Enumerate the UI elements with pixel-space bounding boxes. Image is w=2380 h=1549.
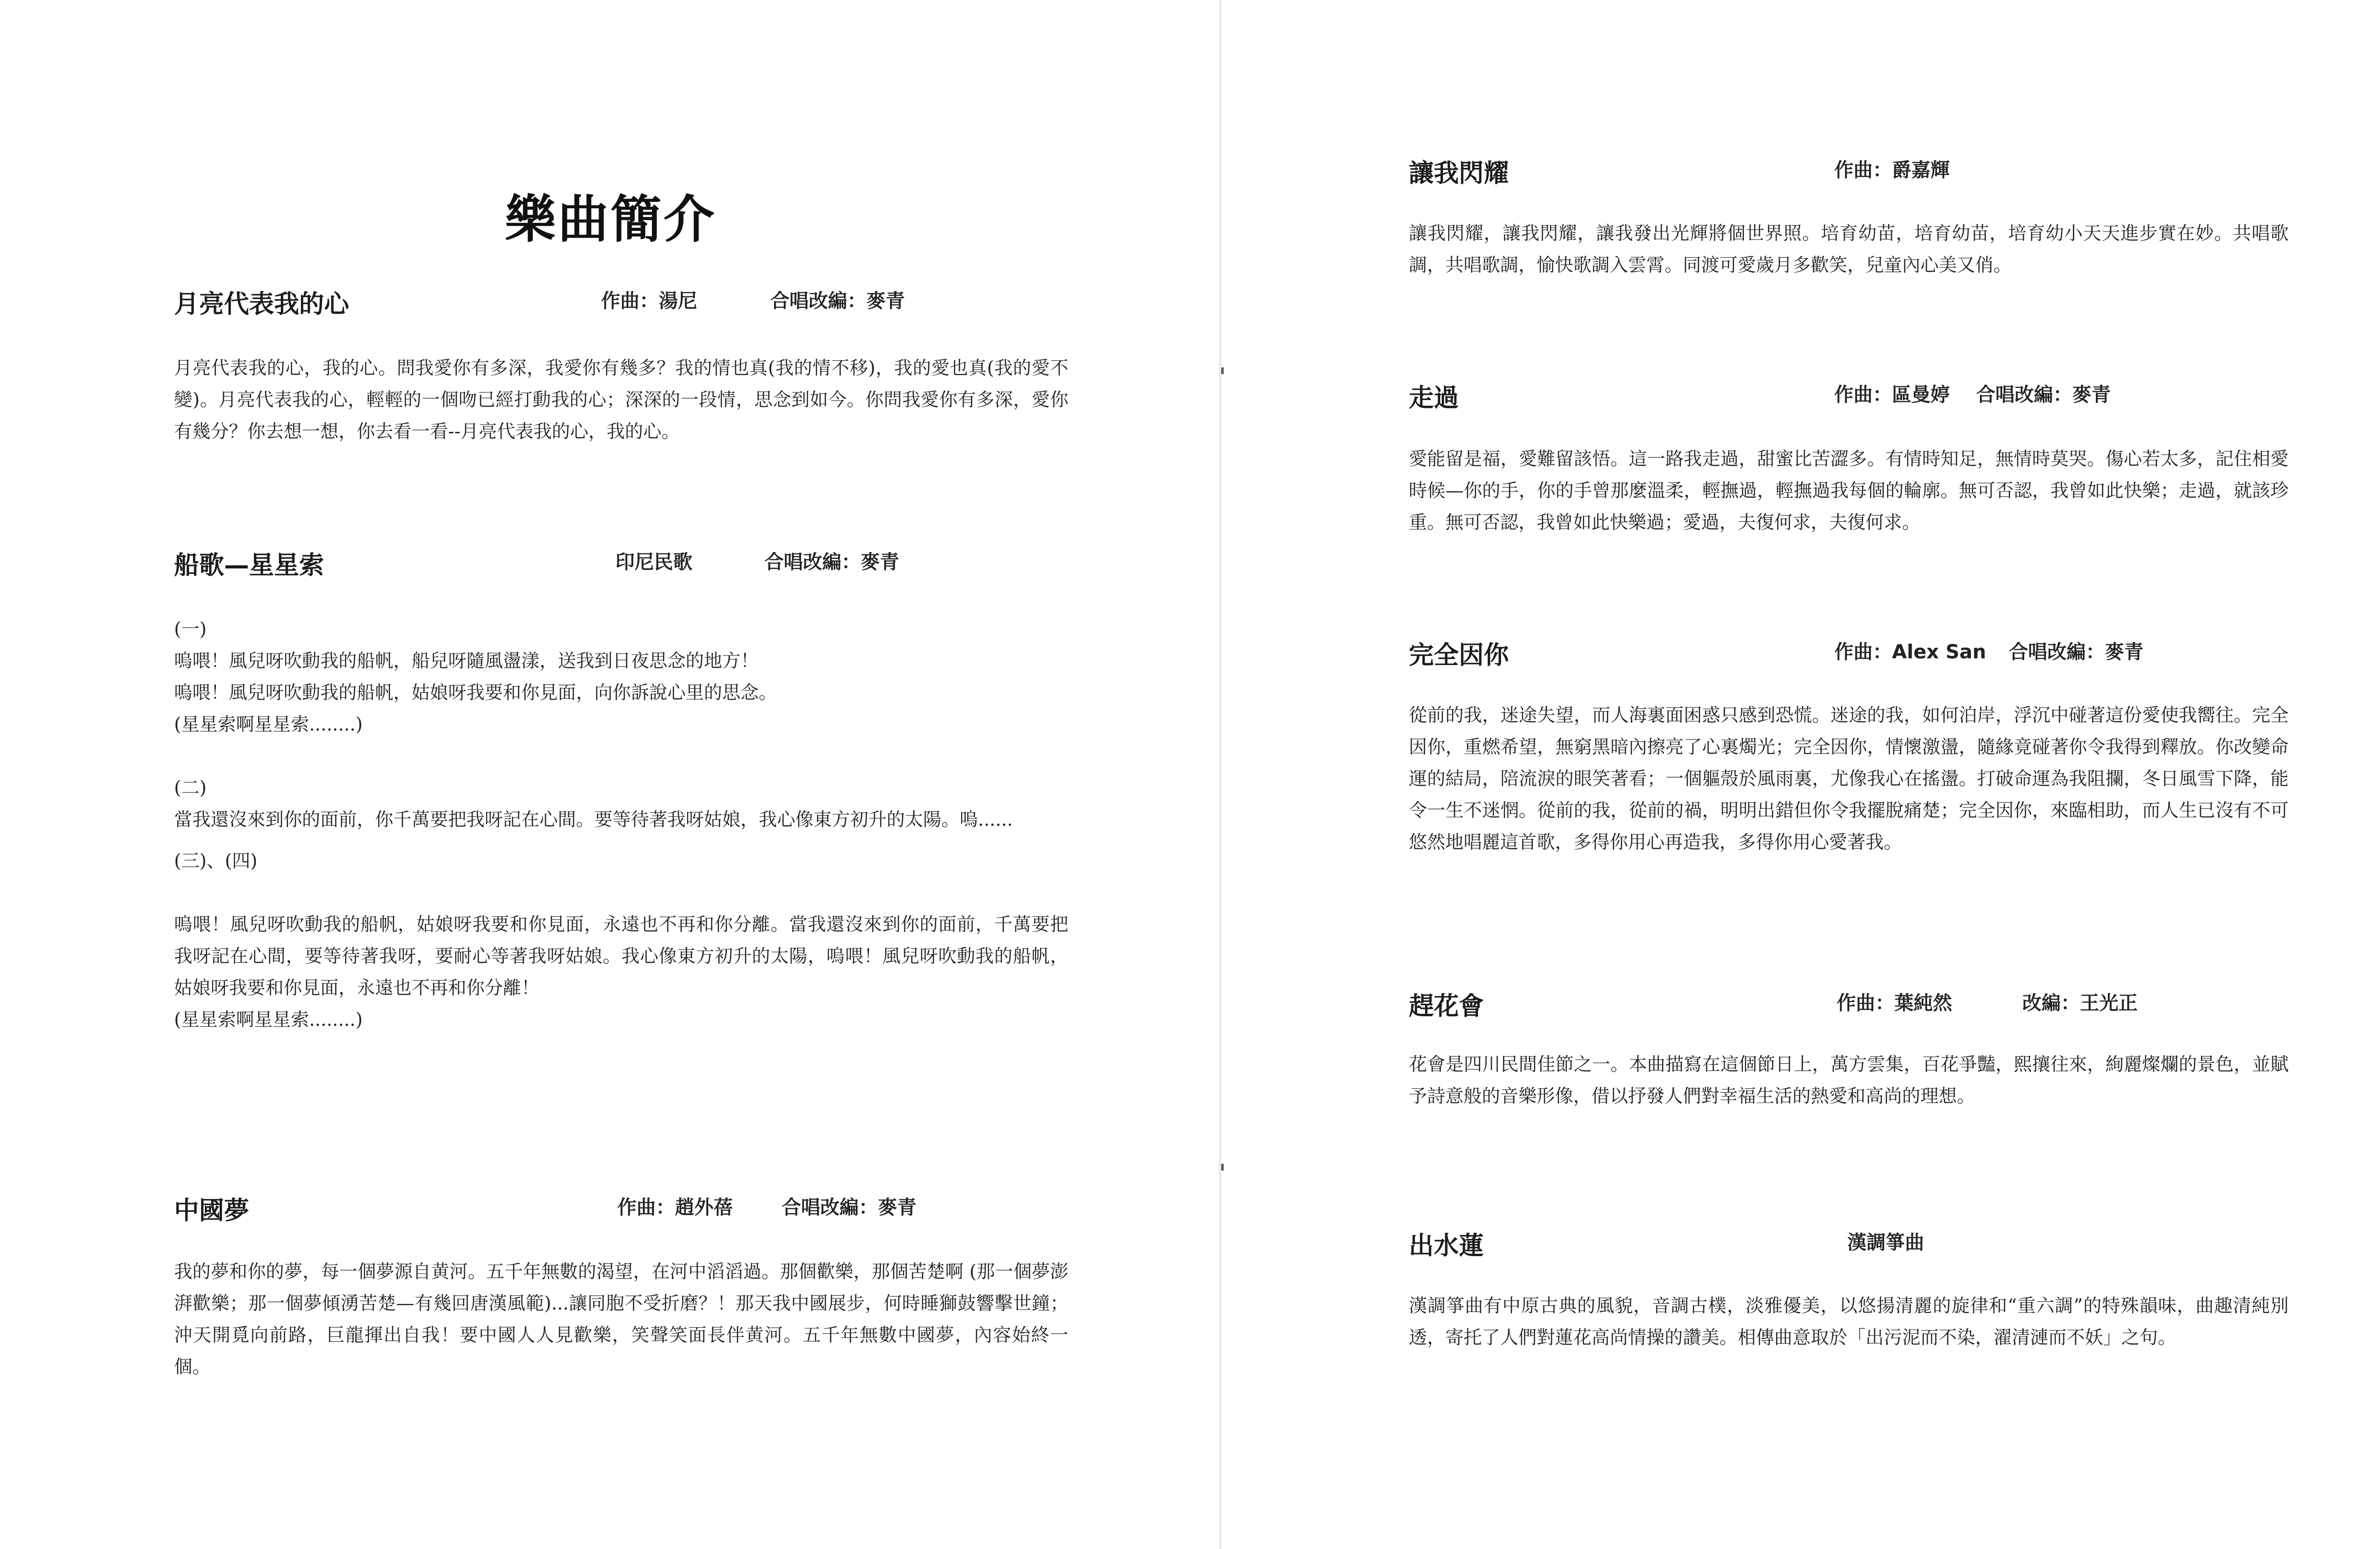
piece-description: 月亮代表我的心，我的心。問我愛你有多深，我愛你有幾多？我的情也真(我的情不移)，我的愛也真(我的愛不變)。月亮代表我的心，輕輕的一個吻已經打動我的心；深深的一段情，思念到如今。你問我愛你有多深，愛你有幾分？你去想一想，你去看一看--月亮代表我的心，我的心。 xyxy=(174,357,1068,442)
piece-header xyxy=(1409,1225,2289,1264)
piece-moon xyxy=(174,284,1068,447)
arranger-credit: 改編：王光正 xyxy=(2022,992,2138,1014)
arranger-credit: 合唱改編：麥青 xyxy=(770,290,905,312)
origin-credit: 印尼民歌 xyxy=(615,551,692,573)
verse-label: (一) xyxy=(174,618,207,640)
piece-header xyxy=(1409,378,2289,416)
piece-walked-through xyxy=(1409,378,2289,538)
piece-boat-song xyxy=(174,545,1068,1035)
composer-credit: 作曲：趙外蓓 xyxy=(617,1196,733,1219)
right-page xyxy=(1221,0,2380,1549)
piece-let-me-shine xyxy=(1409,153,2289,281)
piece-title: 出水蓮 xyxy=(1409,1232,1484,1260)
composer-credit: 作曲：葉純然 xyxy=(1837,992,1952,1014)
page-title: 樂曲簡介 xyxy=(505,190,716,249)
piece-header xyxy=(1409,153,2289,191)
piece-title: 中國夢 xyxy=(174,1196,250,1225)
lyric-paragraph: 嗚喂！風兒呀吹動我的船帆，姑娘呀我要和你見面，永遠也不再和你分離。當我還沒來到你的面前，千萬要把我呀記在心間，要等待著我呀，要耐心等著我呀姑娘。我心像東方初升的太陽，嗚喂！風兒呀吹動我的船帆，姑娘呀我要和你見面，永遠也不再和你分離！ xyxy=(174,914,1068,998)
piece-title: 趕花會 xyxy=(1409,992,1484,1021)
arranger-credit: 合唱改編：麥青 xyxy=(1976,384,2111,406)
lyric-line: 嗚喂！風兒呀吹動我的船帆，船兒呀隨風盪漾，送我到日夜思念的地方！ xyxy=(174,650,759,671)
piece-description: 漢調箏曲有中原古典的風貌，音調古樸，淡雅優美，以悠揚清麗的旋律和“重六調”的特殊韻味，曲趣清純別透，寄托了人們對蓮花高尚情操的讚美。相傳曲意取於「出污泥而不染，濯清漣而不妖」之句。 xyxy=(1409,1295,2289,1348)
piece-flower-fair xyxy=(1409,986,2289,1112)
piece-title: 走過 xyxy=(1409,384,1459,413)
arranger-credit: 合唱改編：麥青 xyxy=(2009,641,2143,663)
verse-label: (三)、(四) xyxy=(174,850,258,871)
lyric-line: 嗚喂！風兒呀吹動我的船帆，姑娘呀我要和你見面，向你訴說心里的思念。 xyxy=(174,682,777,703)
piece-description: 我的夢和你的夢，每一個夢源自黄河。五千年無數的渴望，在河中滔滔過。那個歡樂，那個苦楚啊 (那一個夢澎湃歡樂；那一個夢傾湧苦楚—有幾回唐漢風範)...讓同胞不受折磨？！那天我中國展步，何時睡獅鼓響擊世鐘；沖天開覓向前路，巨龍揮出自我！要中國人人見歡樂，笑聲笑面長伴黄河。五千年無數中國夢，內容始終一個。 xyxy=(174,1261,1068,1377)
piece-description: 花會是四川民間佳節之一。本曲描寫在這個節日上，萬方雲集，百花爭豔，熙攘往來，絢麗燦爛的景色，並賦予詩意般的音樂形像，借以抒發人們對幸福生活的熱愛和高尚的理想。 xyxy=(1409,1054,2289,1107)
piece-title: 完全因你 xyxy=(1409,641,1509,670)
piece-title: 船歌—星星索 xyxy=(174,551,325,580)
piece-title: 讓我閃耀 xyxy=(1409,159,1509,188)
piece-description: 從前的我，迷途失望，而人海裏面困惑只感到恐慌。迷途的我，如何泊岸，浮沉中碰著這份愛使我嚮往。完全因你，重燃希望，無窮黑暗內擦亮了心裏燭光；完全因你，情懷激盪，隨緣竟碰著你令我得到釋放。你改變命運的結局，陪流淚的眼笑著看；一個軀殼於風雨裏，尤像我心在搖盪。打破命運為我阻攔，冬日風雪下降，能令一生不迷惘。從前的我，從前的禍，明明出錯但你令我擺脫痛楚；完全因你，來臨相助，而人生已沒有不可悠然地唱麗這首歌，多得你用心再造我，多得你用心愛著我。 xyxy=(1409,705,2289,853)
lyric-paragraph: 當我還沒來到你的面前，你千萬要把我呀記在心間。要等待著我呀姑娘，我心像東方初升的太陽。嗚...... xyxy=(174,809,1013,830)
piece-lotus xyxy=(1409,1225,2289,1353)
composer-credit: 作曲：Alex San xyxy=(1834,641,1986,663)
composer-credit: 作曲：湯尼 xyxy=(601,290,697,312)
piece-description: 愛能留是福，愛難留該悟。這一路我走過，甜蜜比苦澀多。有情時知足，無情時莫哭。傷心若太多，記住相愛時候—你的手，你的手曾那麼溫柔，輕撫過，輕撫過我每個的輪廓。無可否認，我曾如此快樂；走過，就該珍重。無可否認，我曾如此快樂過；愛過，夫復何求，夫復何求。 xyxy=(1409,448,2289,533)
genre-credit: 漢調箏曲 xyxy=(1847,1232,1924,1254)
refrain-line: (星星索啊星星索........) xyxy=(174,1009,363,1030)
arranger-credit: 合唱改編：麥青 xyxy=(764,551,899,573)
composer-credit: 作曲：爵嘉輝 xyxy=(1834,159,1950,181)
piece-header xyxy=(1409,986,2289,1024)
composer-credit: 作曲：區曼婷 xyxy=(1834,384,1950,406)
refrain-line: (星星索啊星星索........) xyxy=(174,714,363,735)
verse-label: (二) xyxy=(174,777,207,798)
piece-header xyxy=(174,284,1068,322)
arranger-credit: 合唱改編：麥青 xyxy=(782,1196,916,1219)
piece-china-dream xyxy=(174,1190,1068,1383)
piece-header xyxy=(174,1190,1068,1229)
piece-title: 月亮代表我的心 xyxy=(174,290,350,319)
piece-description: 讓我閃耀，讓我閃耀，讓我發出光輝將個世界照。培育幼苗，培育幼苗，培育幼小天天進步實在妙。共唱歌調，共唱歌調，愉快歌調入雲霄。同渡可愛歲月多歡笑，兒童內心美又俏。 xyxy=(1409,223,2289,276)
piece-header xyxy=(1409,635,2289,673)
piece-because-of-you xyxy=(1409,635,2289,858)
piece-header xyxy=(174,545,1068,583)
